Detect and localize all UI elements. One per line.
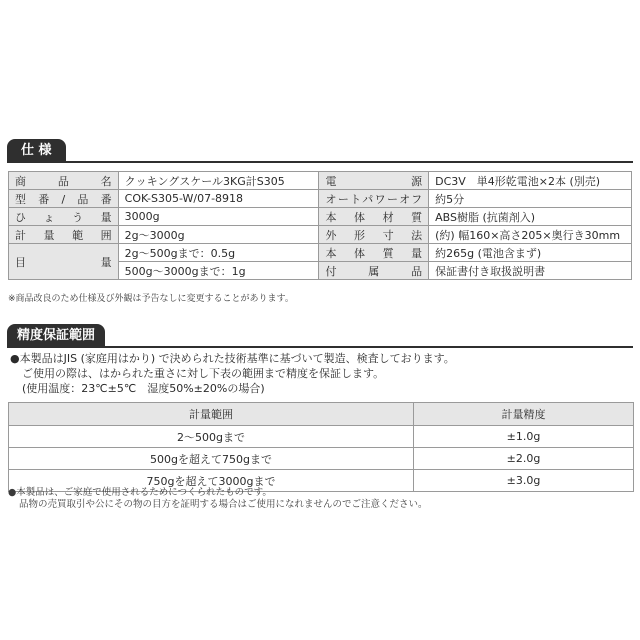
- spec-table: [8, 171, 632, 280]
- spec-value: DC3V 単4形乾電池×2本 (別売): [429, 172, 632, 190]
- spec-value: 約5分: [429, 190, 632, 208]
- range-cell: 500gを超えて750gまで: [9, 448, 414, 470]
- table-row: [9, 226, 632, 244]
- spec-value: 保証書付き取扱説明書: [429, 262, 632, 280]
- column-header: 計量精度: [414, 403, 634, 426]
- spec-value: 2g～3000g: [118, 226, 319, 244]
- spec-note: ※商品改良のため仕様及び外観は予告なしに変更することがあります。: [8, 294, 294, 304]
- accuracy-paragraph-line: ●本製品はJIS (家庭用はかり) で決められた技術基準に基づいて製造、検査しております。: [10, 352, 455, 365]
- spec-label: オートパワーオフ: [319, 190, 429, 208]
- table-row: [9, 426, 634, 448]
- spec-label: 本体材質: [319, 208, 429, 226]
- usage-note: ●本製品は、ご家庭で使用されるためにつくられたものです。: [8, 487, 272, 498]
- spec-label: 目量: [9, 244, 119, 280]
- range-cell: 750gを超えて3000gまで: [9, 470, 414, 492]
- accuracy-paragraph-line: ご使用の際は、はかられた重さに対し下表の範囲まで精度を保証します。: [22, 367, 385, 380]
- accuracy-paragraph-line: (使用温度：23℃±5℃ 湿度50%±20%の場合): [22, 382, 265, 395]
- spec-label: 外形寸法: [319, 226, 429, 244]
- range-cell: 2～500gまで: [9, 426, 414, 448]
- table-row: [9, 208, 632, 226]
- spec-value: 2g～500gまで：0.5g: [118, 244, 319, 262]
- spec-label: 型番/品番: [9, 190, 119, 208]
- spec-value: (約) 幅160×高さ205×奥行き30mm: [429, 226, 632, 244]
- column-header: 計量範囲: [9, 403, 414, 426]
- table-row: [9, 190, 632, 208]
- table-row: [9, 244, 632, 262]
- accuracy-section-title: 精度保証範囲: [7, 324, 105, 348]
- table-header-row: [9, 403, 634, 426]
- table-row: [9, 448, 634, 470]
- spec-label: 商品名: [9, 172, 119, 190]
- spec-label: 本体質量: [319, 244, 429, 262]
- precision-cell: ±3.0g: [414, 470, 634, 492]
- spec-section-rule: [7, 161, 633, 163]
- accuracy-section-rule: [7, 346, 633, 348]
- spec-value: 500g～3000gまで：1g: [118, 262, 319, 280]
- usage-note: 品物の売買取引や公にその物の目方を証明する場合はご使用になれませんのでご注意ください。: [19, 499, 428, 510]
- spec-value: ABS樹脂 (抗菌剤入): [429, 208, 632, 226]
- spec-value: 約265g (電池含まず): [429, 244, 632, 262]
- spec-section-title: 仕 様: [7, 139, 66, 163]
- spec-value: 3000g: [118, 208, 319, 226]
- spec-value: クッキングスケール3KG計S305: [118, 172, 319, 190]
- spec-label: ひょう量: [9, 208, 119, 226]
- spec-value: COK-S305-W/07-8918: [118, 190, 319, 208]
- spec-label: 電源: [319, 172, 429, 190]
- spec-label: 付属品: [319, 262, 429, 280]
- spec-label: 計量範囲: [9, 226, 119, 244]
- table-row: [9, 172, 632, 190]
- accuracy-table: [8, 402, 634, 492]
- precision-cell: ±2.0g: [414, 448, 634, 470]
- precision-cell: ±1.0g: [414, 426, 634, 448]
